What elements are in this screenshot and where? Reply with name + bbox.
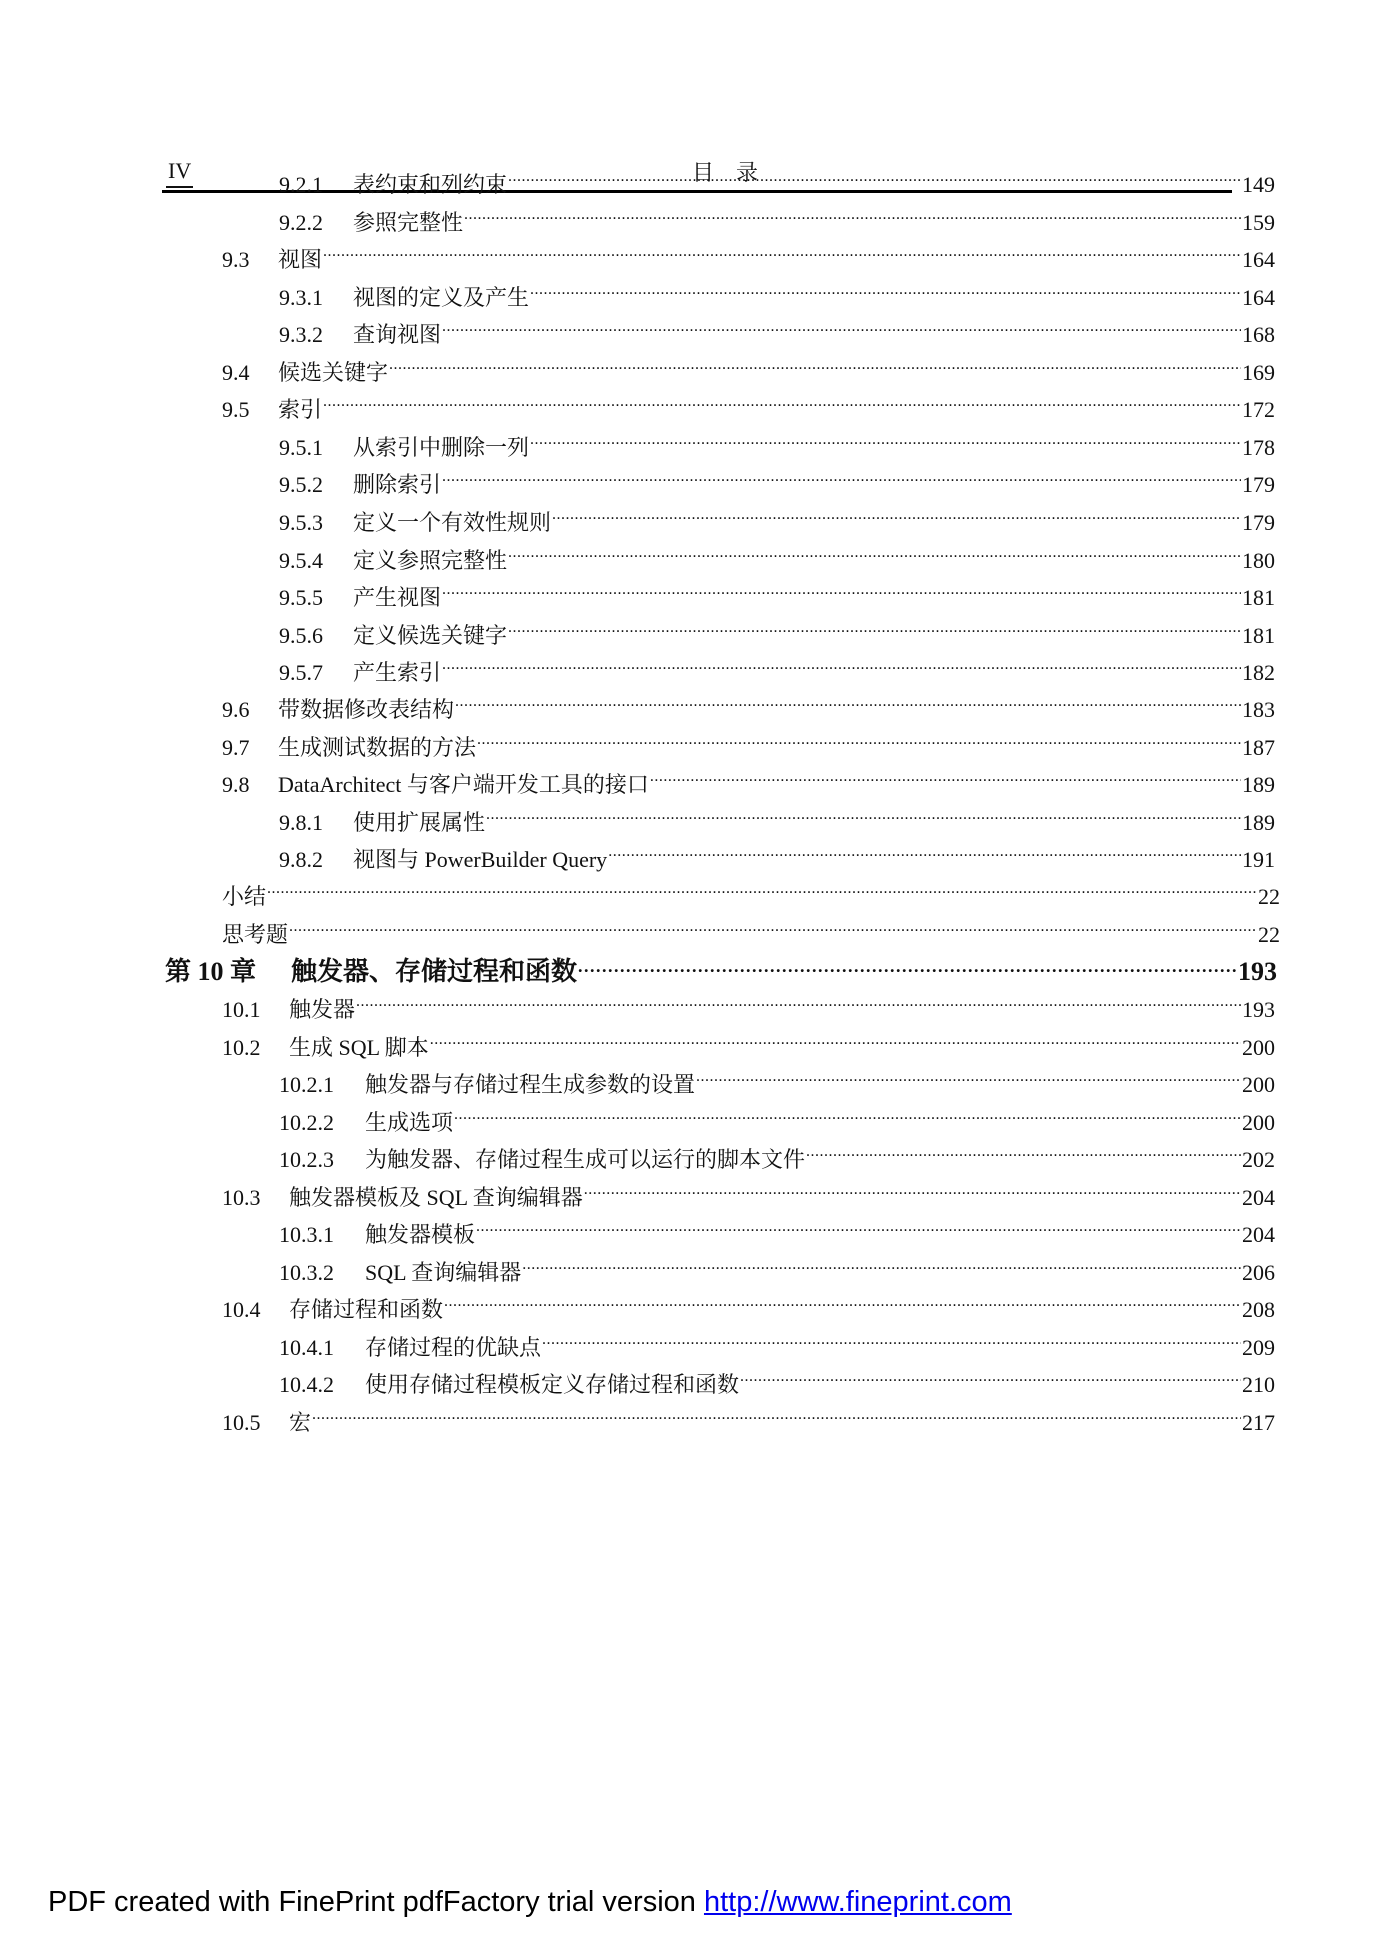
- footer-watermark: [48, 1884, 1012, 1920]
- toc-entry-page: 217: [1242, 1410, 1275, 1435]
- dot-leader: [650, 758, 1241, 792]
- toc-entry-page: 22: [1258, 884, 1280, 909]
- toc-entry-title: 定义参照完整性: [353, 548, 508, 573]
- toc-entry-page: 183: [1242, 697, 1275, 722]
- toc-entry-page: 181: [1242, 585, 1275, 610]
- toc-entry[interactable]: [222, 683, 1275, 722]
- toc-entry[interactable]: [279, 196, 1275, 235]
- toc-entry-page: 204: [1242, 1185, 1275, 1210]
- dot-leader: [289, 908, 1257, 942]
- toc-entry-page: 180: [1242, 548, 1275, 573]
- toc-entry-number: 9.3.2: [279, 322, 323, 347]
- toc-entry-title: 带数据修改表结构: [278, 697, 455, 722]
- footer-link[interactable]: http://www.fineprint.com: [703, 1886, 1012, 1918]
- toc-entry[interactable]: [279, 796, 1275, 835]
- dot-leader: [442, 308, 1241, 342]
- dot-leader: [508, 609, 1241, 643]
- toc-entry-title: 使用扩展属性: [353, 810, 486, 835]
- toc-entry[interactable]: [279, 833, 1275, 872]
- toc-entry-number: 10.3.2: [279, 1260, 334, 1285]
- toc-entry-title: DataArchitect 与客户端开发工具的接口: [278, 772, 649, 797]
- toc-entry-number: 10.3.1: [279, 1222, 334, 1247]
- toc-entry[interactable]: [279, 1096, 1275, 1135]
- toc-entry-number: 9.5: [222, 397, 250, 422]
- toc-entry-page: 206: [1242, 1260, 1275, 1285]
- toc-entry-title: 从索引中删除一列: [353, 435, 530, 460]
- toc-entry-title: 触发器、存储过程和函数: [291, 957, 578, 986]
- toc-entry[interactable]: [279, 271, 1275, 310]
- toc-entry[interactable]: [279, 1133, 1275, 1172]
- toc-entry-number: 10.4.2: [279, 1372, 334, 1397]
- toc-entry-page: 208: [1242, 1297, 1275, 1322]
- toc-entry-page: 200: [1242, 1035, 1275, 1060]
- toc-entry[interactable]: [222, 908, 1280, 947]
- toc-entry[interactable]: [279, 609, 1275, 648]
- toc-entry-page: 168: [1242, 322, 1275, 347]
- toc-entry-page: 200: [1242, 1072, 1275, 1097]
- dot-leader: [486, 796, 1241, 830]
- toc-entry-page: 172: [1242, 397, 1275, 422]
- toc-entry-title: 定义一个有效性规则: [353, 510, 552, 535]
- toc-entry-number: 9.5.7: [279, 660, 323, 685]
- toc-entry-title: 宏: [289, 1410, 312, 1435]
- toc-entry-number: 9.8: [222, 772, 250, 797]
- toc-entry-page: 209: [1242, 1335, 1275, 1360]
- toc-entry-page: 193: [1242, 997, 1275, 1022]
- toc-entry-page: 189: [1242, 772, 1275, 797]
- toc-entry[interactable]: [222, 1021, 1275, 1060]
- header-page-number: IV: [168, 158, 192, 183]
- dot-leader: [806, 1133, 1241, 1167]
- dot-leader: [323, 383, 1241, 417]
- toc-entry-title: 产生视图: [353, 585, 442, 610]
- toc-entry-page: 178: [1242, 435, 1275, 460]
- toc-entry-number: 9.2.2: [279, 210, 323, 235]
- toc-entry[interactable]: [279, 421, 1275, 460]
- toc-entry-title: 触发器模板: [365, 1222, 476, 1247]
- dot-leader: [442, 458, 1241, 492]
- toc-entry[interactable]: [222, 721, 1275, 760]
- toc-entry-number: 10.2.3: [279, 1147, 334, 1172]
- toc-entry[interactable]: [279, 458, 1275, 497]
- toc-entry-page: 202: [1242, 1147, 1275, 1172]
- toc-entry-number: 9.5.6: [279, 623, 323, 648]
- toc-entry-title: 候选关键字: [278, 360, 389, 385]
- dot-leader: [356, 983, 1241, 1017]
- toc-entry[interactable]: [279, 646, 1275, 685]
- toc-entry-title: 触发器模板及 SQL 查询编辑器: [289, 1185, 583, 1210]
- dot-leader: [578, 946, 1237, 980]
- toc-entry[interactable]: [279, 308, 1275, 347]
- toc-entry-number: 9.3: [222, 247, 250, 272]
- dot-leader: [584, 1171, 1241, 1205]
- toc-entry[interactable]: [279, 1246, 1275, 1285]
- dot-leader: [454, 1096, 1241, 1130]
- dot-leader: [530, 421, 1241, 455]
- toc-entry-title: 索引: [278, 397, 323, 422]
- dot-leader: [442, 571, 1241, 605]
- toc-entry-page: 22: [1258, 922, 1280, 947]
- toc-entry-title: 定义候选关键字: [353, 623, 508, 648]
- toc-entry[interactable]: [279, 496, 1275, 535]
- toc-entry-page: 193: [1238, 957, 1277, 986]
- toc-entry-number: 第 10 章: [165, 957, 257, 986]
- toc-entry-number: 9.5.4: [279, 548, 323, 573]
- dot-leader: [323, 233, 1241, 267]
- dot-leader: [455, 683, 1241, 717]
- toc-entry-number: 9.8.1: [279, 810, 323, 835]
- toc-entry-title: 触发器: [289, 997, 356, 1022]
- toc-entry-page: 200: [1242, 1110, 1275, 1135]
- toc-entry-title: 使用存储过程模板定义存储过程和函数: [365, 1372, 740, 1397]
- toc-entry-title: 存储过程和函数: [289, 1297, 444, 1322]
- dot-leader: [530, 271, 1241, 305]
- toc-entry-title: 视图与 PowerBuilder Query: [353, 847, 608, 872]
- toc-entry-number: 10.2.1: [279, 1072, 334, 1097]
- dot-leader: [267, 870, 1257, 904]
- dot-leader: [476, 1208, 1241, 1242]
- toc-entry-title: 产生索引: [353, 660, 442, 685]
- toc-entry-number: 9.4: [222, 360, 250, 385]
- toc-entry-page: 149: [1242, 172, 1275, 197]
- toc-entry-number: 10.4.1: [279, 1335, 334, 1360]
- toc-entry-page: 164: [1242, 247, 1275, 272]
- toc-entry-number: 10.5: [222, 1410, 261, 1435]
- toc-entry-page: 191: [1242, 847, 1275, 872]
- toc-entry-number: 10.3: [222, 1185, 261, 1210]
- toc-entry-number: 10.4: [222, 1297, 261, 1322]
- toc-entry-page: 179: [1242, 510, 1275, 535]
- dot-leader: [508, 534, 1241, 568]
- toc-entry[interactable]: [222, 346, 1275, 385]
- toc-entry-number: 9.7: [222, 735, 250, 760]
- toc-entry-page: 179: [1242, 472, 1275, 497]
- toc-entry-title: 触发器与存储过程生成参数的设置: [365, 1072, 696, 1097]
- dot-leader: [522, 1246, 1241, 1280]
- toc-entry-title: 生成选项: [365, 1110, 454, 1135]
- toc-entry-page: 187: [1242, 735, 1275, 760]
- toc-entry[interactable]: [222, 758, 1275, 797]
- dot-leader: [508, 158, 1241, 192]
- toc-entry[interactable]: [222, 1171, 1275, 1210]
- toc-entry-title: 视图的定义及产生: [353, 285, 530, 310]
- toc-entry[interactable]: [279, 534, 1275, 573]
- dot-leader: [430, 1021, 1241, 1055]
- dot-leader: [542, 1321, 1241, 1355]
- toc-entry[interactable]: [279, 1321, 1275, 1360]
- toc-entry-page: 189: [1242, 810, 1275, 835]
- toc-entry-page: 169: [1242, 360, 1275, 385]
- toc-entry-number: 10.2.2: [279, 1110, 334, 1135]
- toc-entry[interactable]: [222, 383, 1275, 422]
- toc-entry-title: SQL 查询编辑器: [365, 1260, 522, 1285]
- toc-entry-page: 182: [1242, 660, 1275, 685]
- dot-leader: [696, 1058, 1241, 1092]
- toc-entry-number: 10.2: [222, 1035, 261, 1060]
- toc-entry-number: 9.5.1: [279, 435, 323, 460]
- toc-entry-title: 生成测试数据的方法: [278, 735, 477, 760]
- toc-entry[interactable]: [222, 233, 1275, 272]
- toc-entry[interactable]: [222, 1283, 1275, 1322]
- toc-entry-number: 9.8.2: [279, 847, 323, 872]
- footer-text: PDF created with FinePrint pdfFactory trial version: [48, 1886, 704, 1918]
- toc-entry-title: 视图: [278, 247, 323, 272]
- toc-entry[interactable]: [279, 1058, 1275, 1097]
- toc-entry[interactable]: [222, 983, 1275, 1022]
- toc-entry-title: 存储过程的优缺点: [365, 1335, 542, 1360]
- toc-entry-page: 210: [1242, 1372, 1275, 1397]
- toc-entry-number: 9.6: [222, 697, 250, 722]
- toc-entry-title: 为触发器、存储过程生成可以运行的脚本文件: [365, 1147, 806, 1172]
- toc-entry-title: 思考题: [222, 922, 289, 947]
- toc-entry[interactable]: [222, 870, 1280, 909]
- toc-entry-title: 参照完整性: [353, 210, 464, 235]
- header-title: 目录: [692, 160, 781, 185]
- dot-leader: [464, 196, 1241, 230]
- toc-entry-number: 9.3.1: [279, 285, 323, 310]
- toc-entry-page: 159: [1242, 210, 1275, 235]
- toc-entry-number: 9.5.2: [279, 472, 323, 497]
- toc-entry-title: 删除索引: [353, 472, 442, 497]
- toc-entry[interactable]: [279, 1208, 1275, 1247]
- toc-entry-title: 小结: [222, 884, 267, 909]
- dot-leader: [312, 1396, 1241, 1430]
- toc-entry-number: 10.1: [222, 997, 261, 1022]
- dot-leader: [444, 1283, 1241, 1317]
- dot-leader: [477, 721, 1241, 755]
- toc-entry-page: 164: [1242, 285, 1275, 310]
- toc-entry-page: 181: [1242, 623, 1275, 648]
- dot-leader: [552, 496, 1241, 530]
- header-page-number-underline: [166, 186, 193, 188]
- dot-leader: [442, 646, 1241, 680]
- dot-leader: [389, 346, 1241, 380]
- toc-entry-number: 9.5.5: [279, 585, 323, 610]
- toc-entry-page: 204: [1242, 1222, 1275, 1247]
- toc-entry-title: 表约束和列约束: [353, 172, 508, 197]
- dot-leader: [608, 833, 1241, 867]
- toc-chapter-entry[interactable]: [165, 946, 1277, 986]
- toc-entry[interactable]: [279, 1358, 1275, 1397]
- toc-entry-title: 生成 SQL 脚本: [289, 1035, 429, 1060]
- toc-entry-number: 9.2.1: [279, 172, 323, 197]
- toc-entry[interactable]: [279, 571, 1275, 610]
- toc-entry-title: 查询视图: [353, 322, 442, 347]
- toc-entry-number: 9.5.3: [279, 510, 323, 535]
- toc-entry[interactable]: [222, 1396, 1275, 1435]
- toc-entry[interactable]: [279, 158, 1275, 197]
- dot-leader: [740, 1358, 1241, 1392]
